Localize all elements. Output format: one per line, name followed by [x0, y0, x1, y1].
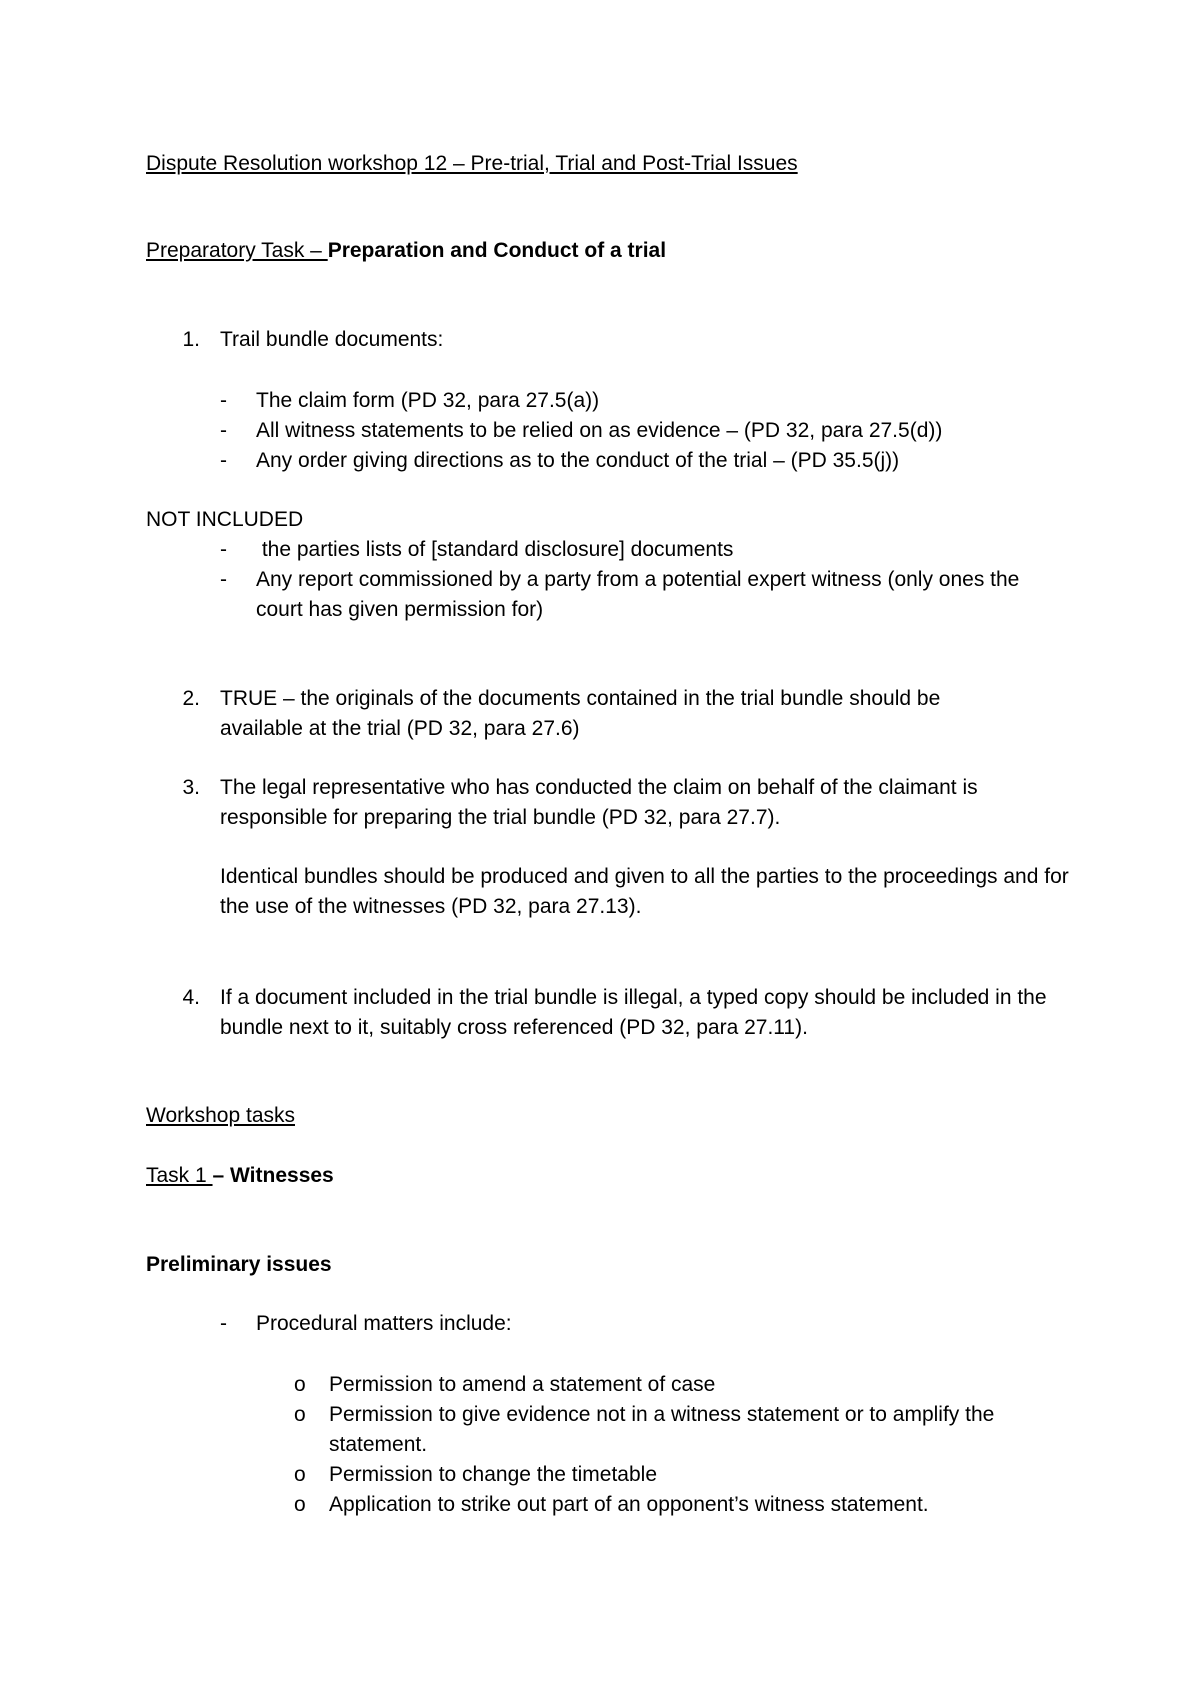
included-item: All witness statements to be relied on as evidence – (PD 32, para 27.5(d))	[256, 419, 943, 442]
not-included-label: NOT INCLUDED	[146, 508, 304, 531]
procedural-intro: Procedural matters include:	[256, 1312, 512, 1335]
item-text-3: The legal representative who has conducted the claim on behalf of the claimant is responsible for preparing the trial bundle (PD 32, para 27.7).	[220, 776, 978, 829]
item-number-4: 4.	[182, 986, 200, 1009]
item-text-4: If a document included in the trial bundle is illegal, a typed copy should be included in the bundle next to it, suitably cross referenced (PD 32, para 27.11).	[220, 986, 1047, 1039]
procedural-item: Permission to change the timetable	[329, 1463, 658, 1486]
preparatory-title: Preparation and Conduct of a trial	[327, 239, 667, 262]
circle-bullet: o	[294, 1403, 306, 1426]
dash-bullet: -	[220, 419, 227, 442]
included-item: The claim form (PD 32, para 27.5(a))	[256, 389, 600, 412]
item-number-1: 1.	[182, 328, 200, 351]
item-text-1: Trail bundle documents:	[220, 328, 444, 351]
workshop-tasks-heading: Workshop tasks	[146, 1104, 295, 1127]
task-1-label: Task 1	[146, 1164, 213, 1187]
not-included-item: Any report commissioned by a party from a potential expert witness (only ones the court has given permission for)	[256, 568, 1020, 621]
preliminary-issues-heading: Preliminary issues	[146, 1253, 332, 1276]
circle-bullet: o	[294, 1373, 306, 1396]
title-text: Dispute Resolution workshop 12 – Pre-trial, Trial and Post-Trial Issues	[146, 152, 798, 175]
included-item: Any order giving directions as to the conduct of the trial – (PD 35.5(j))	[256, 449, 900, 472]
not-included-item: the parties lists of [standard disclosure] documents	[256, 538, 734, 561]
preparatory-task-heading	[146, 236, 666, 266]
task-1-heading	[146, 1161, 334, 1191]
circle-bullet: o	[294, 1493, 306, 1516]
item-number-3: 3.	[182, 776, 200, 799]
dash-bullet: -	[220, 568, 227, 591]
procedural-item: Application to strike out part of an opponent’s witness statement.	[329, 1493, 929, 1516]
page-title	[146, 149, 798, 179]
dash-bullet: -	[220, 1312, 227, 1335]
dash-bullet: -	[220, 449, 227, 472]
dash-bullet: -	[220, 389, 227, 412]
preparatory-label: Preparatory Task –	[146, 239, 328, 262]
item-number-2: 2.	[182, 687, 200, 710]
procedural-item: Permission to give evidence not in a witness statement or to amplify the statement.	[329, 1403, 995, 1456]
item-text-2: TRUE – the originals of the documents contained in the trial bundle should be available at the trial (PD 32, para 27.6)	[220, 687, 941, 740]
dash-bullet: -	[220, 538, 227, 561]
circle-bullet: o	[294, 1463, 306, 1486]
task-1-title: – Witnesses	[212, 1164, 334, 1187]
procedural-item: Permission to amend a statement of case	[329, 1373, 716, 1396]
item-text-3-continued: Identical bundles should be produced and given to all the parties to the proceedings and for the use of the witnesses (PD 32, para 27.13).	[220, 865, 1069, 918]
